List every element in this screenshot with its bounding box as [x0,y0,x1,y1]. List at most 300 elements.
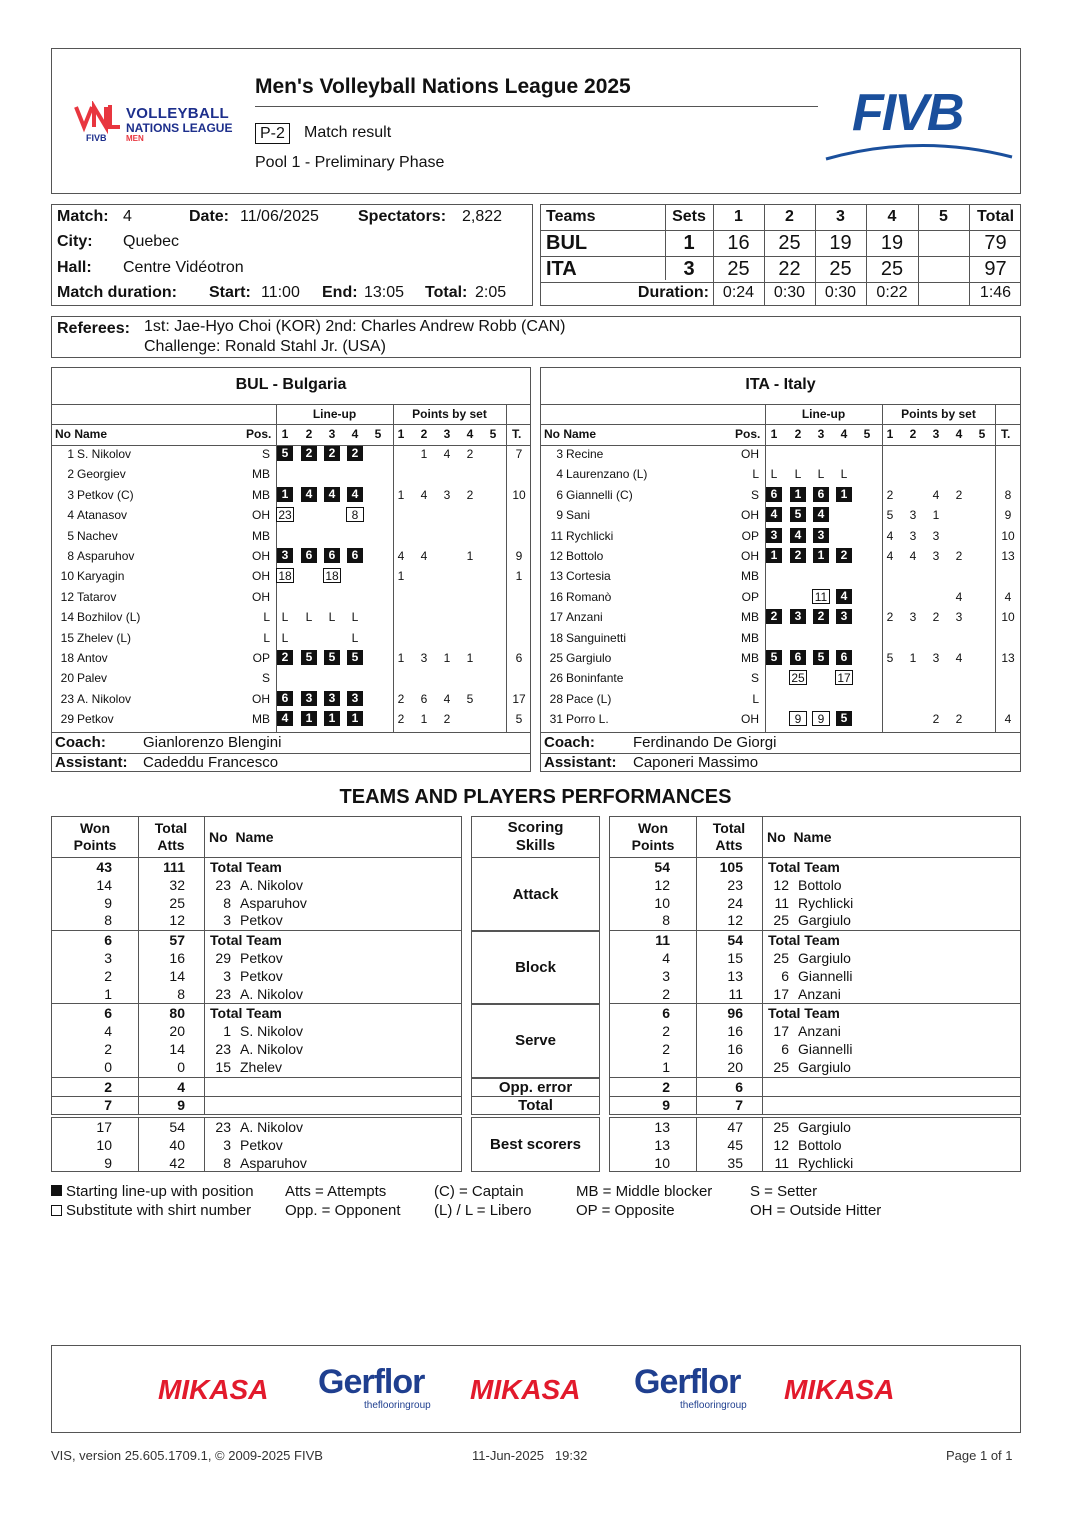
score-duration-label: Duration: [637,284,709,301]
lineup-set-1: 1 [281,427,289,441]
player-name: Laurenzano (L) [566,467,648,482]
substitute-box: 17 [835,670,853,685]
skills-header [471,816,600,858]
won-points: 8 [104,912,112,929]
starting-box: 1 [347,711,363,726]
player-name: Rychlicki [798,894,854,911]
won-points: 2 [662,1023,670,1040]
won-points: 43 [96,859,112,875]
referees-line1: 1st: Jae-Hyo Choi (KOR) 2nd: Charles Andrew Robb (CAN) [144,318,566,335]
fivb-logo [824,83,1014,163]
coach-label: Coach: [544,734,595,751]
lineup-set-4: 4 [840,427,848,441]
player-name: Giannelli [798,1040,853,1057]
player-name: S. Nikolov [77,447,132,461]
total-atts: 15 [727,949,743,966]
set-points: 1 [909,651,917,665]
starting-box: 4 [813,507,829,522]
player-no: 29 [215,949,231,966]
player-pos: MB [741,630,759,645]
pos-header: Pos. [735,427,761,441]
starting-box: 1 [813,548,829,563]
won-points: 2 [104,1040,112,1057]
perf-left-block [51,1078,462,1098]
set-points: 4 [443,691,451,706]
date-value: 11/06/2025 [240,208,319,225]
points-set-2: 2 [909,427,917,441]
player-no: 13 [549,569,563,584]
substitute-box: 18 [323,568,341,583]
set-points: 4 [397,549,405,563]
player-total: 4 [1004,589,1012,604]
score-header-5: 4 [887,208,897,225]
score-ita-team: ITA [546,258,577,280]
score-ita-s1: 25 [727,258,750,280]
total-atts: 80 [169,1005,185,1022]
player-no: 25 [773,949,789,966]
player-no: 5 [67,528,74,543]
set-points: 1 [397,487,405,502]
libero-mark: L [328,610,336,625]
vrule [882,404,883,732]
player-no: 6 [556,487,563,502]
duration-label: Match duration: [57,284,177,301]
legend-captain: (C) = Captain [434,1183,524,1200]
starting-box: 1 [301,711,317,726]
won-points: 8 [662,912,670,929]
lineup-set-2: 2 [794,427,802,441]
player-no: 25 [773,912,789,929]
lineup-set-3: 3 [817,427,825,441]
total-atts: 40 [169,1136,185,1153]
total-atts: 20 [169,1023,185,1040]
perf-left-block [51,1004,462,1077]
points-set-5: 5 [978,427,986,441]
starting-box: 6 [813,487,829,502]
sponsors-box [51,1345,1021,1433]
set-points: 1 [397,651,405,665]
total-value: 2:05 [475,284,507,301]
starting-box: 6 [790,650,806,665]
assistant-label: Assistant: [55,754,128,771]
player-no: 23 [215,1040,231,1057]
player-pos: L [752,467,759,482]
won-header-1: Won [79,820,111,836]
player-name: Rychlicki [566,528,614,543]
total-label: Total: [425,284,468,301]
total-atts: 25 [169,894,185,911]
won-points: 9 [104,894,112,911]
set-points: 2 [466,487,474,502]
player-no: 28 [549,691,563,706]
won-points: 1 [104,985,112,1002]
libero-mark: L [281,610,289,625]
score-table [540,204,1021,306]
player-no: 25 [773,1058,789,1075]
player-pos: L [263,630,270,645]
starting-box: 3 [813,528,829,543]
skill-block-label: Block [515,959,556,977]
score-header-7: Total [976,208,1015,225]
player-pos: OH [741,508,759,523]
lineup-header: Line-up [801,407,846,421]
player-name: Karyagin [77,569,125,584]
lineup-set-1: 1 [770,427,778,441]
vrule [762,817,763,857]
pos-header: Pos. [246,427,272,441]
player-name: A. Nikolov [77,691,132,706]
points-set-2: 2 [420,427,428,441]
phase: Pool 1 - Preliminary Phase [255,154,445,171]
score-header-3: 2 [785,208,794,225]
rule [52,732,530,733]
atts-header-1: Total [712,820,746,836]
set-points: 2 [397,712,405,727]
match-info-box [51,204,533,306]
player-no: 23 [215,876,231,893]
set-points: 3 [420,651,428,665]
libero-mark: L [840,467,848,482]
player-no: 17 [773,1023,789,1040]
skill-opp-label: Opp. error [498,1078,573,1096]
total-atts: 24 [727,894,743,911]
starting-box: 3 [324,691,340,706]
player-no: 29 [60,712,74,727]
starting-box: 5 [836,711,852,726]
substitute-box: 11 [812,589,830,604]
perf-left-block [51,858,462,931]
city-value: Quebec [123,233,180,250]
player-name: Petkov (C) [77,487,134,502]
score-header-0: Teams [546,208,596,225]
won-points: 11 [655,932,670,949]
player-pos: S [750,487,759,502]
no-name-header: No Name [767,829,832,845]
player-no: 2 [67,467,74,482]
end-label: End: [322,284,358,301]
player-no: 11 [550,528,563,543]
best-scorers-label: Best scorers [490,1136,581,1154]
total-atts: 14 [169,1040,185,1057]
player-no: 26 [549,671,563,686]
total-atts: 13 [727,967,743,984]
legend-s: S = Setter [750,1183,818,1200]
player-name: Bottolo [798,1136,842,1153]
set-points: 2 [932,712,940,727]
set-points: 3 [909,610,917,625]
perf-right-block [609,931,1021,1004]
starting-box: 1 [277,487,293,502]
match-label: Match: [57,208,109,225]
player-name: Zhelev (L) [77,630,132,645]
substitute-box: 18 [276,568,294,583]
player-name: Anzani [798,985,841,1002]
vrule [393,404,394,732]
player-pos: S [261,447,270,461]
score-header-4: 3 [836,208,845,225]
player-total: 9 [1004,508,1012,523]
player-total: 6 [515,651,523,665]
won-points: 2 [104,967,112,984]
match-no: 4 [123,208,132,225]
score-bul-s3: 19 [829,232,852,254]
player-name: Petkov [240,967,283,984]
player-no: 12 [60,589,74,604]
player-no: 11 [774,1154,789,1171]
starting-box: 5 [766,650,782,665]
footer-page: Page 1 of 1 [946,1448,1013,1463]
total-atts: 12 [727,912,743,929]
player-pos: S [261,671,270,686]
total-atts: 57 [169,932,185,949]
player-total: 10 [512,487,526,502]
starting-box: 5 [301,650,317,665]
player-no: 10 [60,569,74,584]
set-points: 1 [932,508,940,523]
total-atts: 105 [719,859,743,875]
total-atts: 16 [727,1023,743,1040]
perf-right-block [609,1096,1021,1116]
player-total: 9 [515,549,523,563]
doc-type: Match result [304,124,392,141]
player-no: 11 [774,894,789,911]
starting-box: 3 [766,528,782,543]
player-name: Boninfante [566,671,624,686]
set-points: 2 [955,549,963,563]
won-points: 54 [654,859,670,875]
lineup-rule [276,424,393,425]
fivb-swoosh-icon [824,131,1014,161]
total-atts: 7 [735,1096,743,1113]
set-points: 5 [886,508,894,523]
score-ita-s3: 25 [829,258,852,280]
total-atts: 111 [163,859,185,875]
mikasa-logo-2: MIKASA [470,1374,581,1405]
score-duration-1: 0:24 [722,284,755,301]
player-pos: OH [252,508,270,523]
set-points: 3 [932,651,940,665]
starting-box: 1 [766,548,782,563]
player-name: Nachev [77,528,118,543]
gerflor-logo-2 [634,1364,747,1411]
player-no: 6 [781,967,789,984]
starting-box: 4 [277,711,293,726]
set-points: 1 [420,447,428,461]
score-ita-s4: 25 [880,258,904,280]
won-points: 12 [654,876,670,893]
player-pos: MB [252,528,270,543]
player-no: 12 [773,1136,789,1153]
score-bul-team: BUL [546,232,588,254]
player-name: Georgiev [77,467,126,482]
total-header: T. [1001,427,1011,441]
assistant-name: Cadeddu Francesco [143,754,279,771]
substitute-box: 23 [276,507,294,522]
player-pos: MB [741,610,759,625]
atts-header-1: Total [154,820,188,836]
total-atts: 42 [169,1154,185,1171]
player-no: 14 [60,610,74,625]
set-points: 2 [932,610,940,625]
player-no: 18 [60,651,74,665]
atts-header-2: Atts [157,837,185,853]
won-points: 2 [104,1078,112,1095]
libero-mark: L [817,467,825,482]
player-no: 25 [549,651,563,665]
player-name: Pace (L) [566,691,612,706]
lineup-set-4: 4 [351,427,359,441]
gerflor-logo-1 [318,1364,431,1411]
starting-box: 6 [347,548,363,563]
set-points: 4 [955,589,963,604]
player-no: 23 [215,1119,231,1135]
set-points: 2 [443,712,451,727]
spectators-value: 2,822 [462,208,503,225]
player-pos: S [750,671,759,686]
legend-op: OP = Opposite [576,1202,675,1219]
skill-serve-label: Serve [515,1032,556,1050]
player-name: Total Team [768,859,840,875]
player-name: Bottolo [566,549,604,563]
set-points: 5 [466,691,474,706]
total-atts: 6 [735,1078,743,1095]
set-points: 1 [443,651,451,665]
starting-box: 2 [347,446,363,461]
won-points: 6 [104,1005,112,1022]
perf-left-block [51,931,462,1004]
player-pos: OP [741,589,759,604]
won-points: 3 [662,967,670,984]
page-title: Men's Volleyball Nations League 2025 [255,75,631,98]
player-total: 4 [1004,712,1012,727]
won-points: 17 [96,1119,112,1135]
libero-mark: L [351,610,359,625]
perf-right-block [609,1117,1021,1172]
skill-serve [471,1004,600,1077]
points-set-1: 1 [886,427,894,441]
lineup-set-3: 3 [328,427,336,441]
substitute-box: 25 [789,670,807,685]
total-atts: 32 [169,876,185,893]
player-no: 18 [549,630,563,645]
player-no: 3 [223,1136,231,1153]
roster-title: BUL - Bulgaria [235,376,347,393]
perf-left-block [51,1096,462,1116]
total-atts: 8 [177,985,185,1002]
total-atts: 16 [727,1040,743,1057]
total-atts: 4 [177,1078,185,1095]
rule [541,404,1020,405]
total-atts: 96 [727,1005,743,1022]
score-duration-3: 0:30 [824,284,857,301]
score-duration-2: 0:30 [773,284,806,301]
player-total: 10 [1001,528,1015,543]
fivb-logo-text: FIVB [852,84,963,142]
header-box [51,48,1021,194]
legend-starting: Starting line-up with position [66,1183,254,1200]
won-points: 13 [654,1119,670,1135]
points-set-5: 5 [489,427,497,441]
starting-box: 5 [277,446,293,461]
set-points: 2 [955,487,963,502]
no-name-header: No Name [209,829,274,845]
player-name: Giannelli [798,967,853,984]
starting-box: 2 [766,609,782,624]
player-no: 4 [67,508,74,523]
player-no: 3 [223,967,231,984]
won-points: 0 [104,1058,112,1075]
won-points: 1 [662,1058,670,1075]
referees-line2: Challenge: Ronald Stahl Jr. (USA) [144,338,386,355]
points-rule [393,424,506,425]
set-points: 4 [909,549,917,563]
set-points: 1 [420,712,428,727]
assistant-label: Assistant: [544,754,617,771]
won-points: 4 [104,1023,112,1040]
vrule [506,404,507,732]
player-pos: MB [741,569,759,584]
player-no: 12 [773,876,789,893]
player-name: Antov [77,651,108,665]
vnl-line3: MEN [126,134,144,143]
total-atts: 47 [727,1119,743,1135]
player-name: Rychlicki [798,1154,854,1171]
total-atts: 14 [169,967,185,984]
player-no: 3 [223,912,231,929]
set-points: 4 [443,447,451,461]
roster-title: ITA - Italy [745,376,816,393]
skill-total-label: Total [518,1096,553,1114]
won-points: 2 [662,985,670,1002]
starting-box: 4 [324,487,340,502]
player-pos: L [263,610,270,625]
total-atts: 23 [727,876,743,893]
player-total: 13 [1001,549,1015,563]
points-set-3: 3 [932,427,940,441]
mikasa-logo-3: MIKASA [784,1374,895,1405]
won-points: 14 [96,876,112,893]
lineup-rule [765,424,882,425]
set-points: 2 [955,712,963,727]
vrule [762,1096,763,1115]
starting-box: 6 [324,548,340,563]
no-name-header: No Name [544,427,597,441]
won-points: 2 [662,1078,670,1095]
total-atts: 54 [169,1119,185,1135]
won-points: 2 [662,1040,670,1057]
player-name: S. Nikolov [240,1023,304,1040]
lineup-set-5: 5 [374,427,382,441]
player-no: 25 [773,1119,789,1135]
vrule [995,404,996,732]
roster-bul [51,367,531,772]
points-set-4: 4 [955,427,963,441]
points-set-3: 3 [443,427,451,441]
gerflor-logo-2-sub: theflooringroup [680,1400,747,1411]
player-name: Petkov [240,949,283,966]
no-name-header: No Name [55,427,108,441]
won-points: 10 [96,1136,112,1153]
score-ita-s2: 22 [778,258,801,280]
won-points: 7 [104,1096,112,1113]
player-name: Porro L. [566,712,609,727]
set-points: 1 [466,651,474,665]
won-points: 10 [654,894,670,911]
vrule [204,1096,205,1115]
perf-title: TEAMS AND PLAYERS PERFORMANCES [339,786,732,808]
player-name: Asparuhov [240,1154,307,1171]
libero-mark: L [770,467,778,482]
